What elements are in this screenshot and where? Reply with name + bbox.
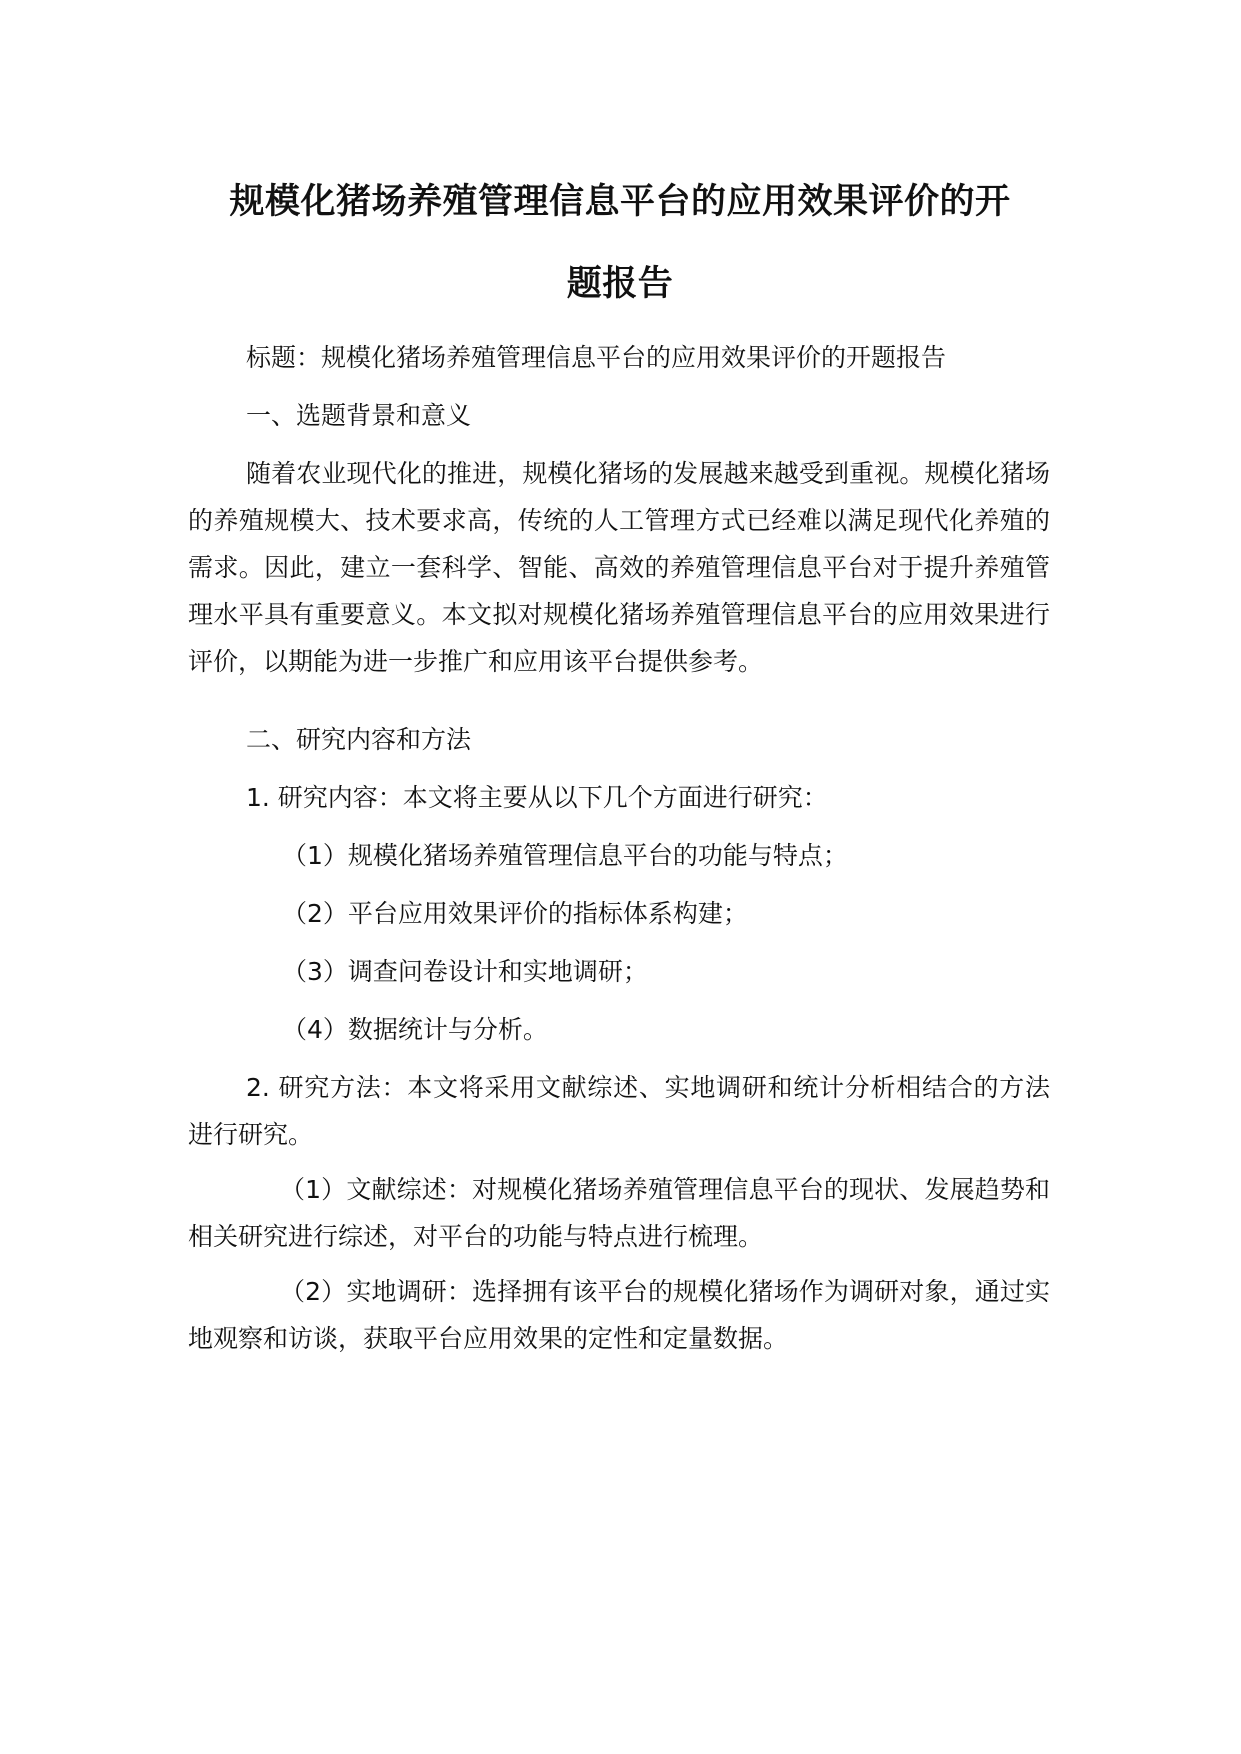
document-title-line-1: 规模化猪场养殖管理信息平台的应用效果评价的开 bbox=[229, 182, 1011, 222]
research-method-intro: 2. 研究方法：本文将采用文献综述、实地调研和统计分析相结合的方法进行研究。 bbox=[188, 1073, 1050, 1149]
content-item: （2）平台应用效果评价的指标体系构建； bbox=[282, 899, 748, 928]
document-title-line-2: 题报告 bbox=[566, 264, 674, 304]
background-paragraph: 随着农业现代化的推进，规模化猪场的发展越来越受到重视。规模化猪场的养殖规模大、技术要求高，传统的人工管理方式已经难以满足现代化养殖的需求。因此，建立一套科学、智能、高效的养殖管理信息平台对于提升养殖管理水平具有重要意义。本文拟对规模化猪场养殖管理信息平台的应用效果进行评价，以期能为进一步推广和应用该平台提供参考。 bbox=[188, 459, 1050, 676]
section-heading-methods: 二、研究内容和方法 bbox=[246, 725, 472, 754]
method-item-literature: （1）文献综述：对规模化猪场养殖管理信息平台的现状、发展趋势和相关研究进行综述，对平台的功能与特点进行梳理。 bbox=[188, 1175, 1050, 1251]
content-item: （3）调查问卷设计和实地调研； bbox=[282, 957, 648, 986]
section-heading-background: 一、选题背景和意义 bbox=[246, 401, 472, 430]
subject-line: 标题：规模化猪场养殖管理信息平台的应用效果评价的开题报告 bbox=[246, 343, 947, 372]
method-item-fieldwork: （2）实地调研：选择拥有该平台的规模化猪场作为调研对象，通过实地观察和访谈，获取平台应用效果的定性和定量数据。 bbox=[188, 1277, 1050, 1353]
content-item: （4）数据统计与分析。 bbox=[282, 1015, 548, 1044]
content-item: （1）规模化猪场养殖管理信息平台的功能与特点； bbox=[282, 841, 848, 870]
research-content-intro: 1. 研究内容：本文将主要从以下几个方面进行研究： bbox=[246, 783, 828, 812]
